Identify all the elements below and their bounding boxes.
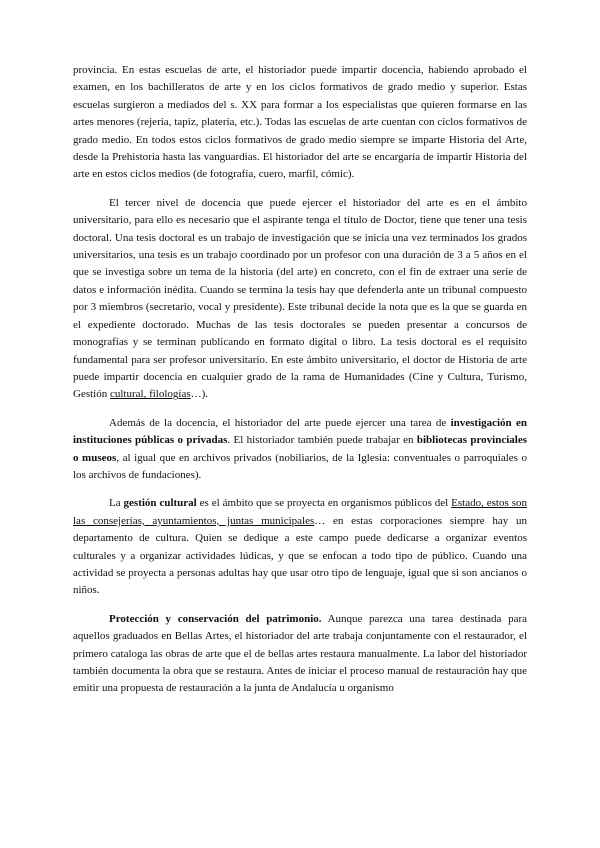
text-run: provincia. En estas escuelas de arte, el historiador puede impartir docencia, habiendo aprobado el examen, en los bachilleratos de arte y en los ciclos formativos de grado medio y superior. Estas escuelas surgieron a mediados del s. XX para formar a los especialistas que quieren formarse en las artes menores (rejería, tapiz, platería, etc.). Todas las escuelas de arte cuentan con ciclos formativos de grado medio. En todos estos ciclos formativos de grado medio siempre se imparte Historia del Arte, desde la Prehistoria hasta las vanguardias. El historiador del arte se encargaría de impartir Historia del arte en estos ciclos medios (de fotografía, cuero, marfil, cómic). [73,64,527,181]
text-run: El tercer nivel de docencia que puede ejercer el historiador del arte es en el ámbito universitario, para ello es necesario que el aspirante tenga el título de Doctor, tiene que tener una tesis doctoral. Una tesis doctoral es un trabajo de investigación que se inicia una vez terminados los grados universitarios, una tesis es un trabajo coordinado por un profesor con una duración de 3 a 5 años en el que se investiga sobre un tema de la historia (del arte) en concreto, con el fin de extraer una serie de datos e información inédita. Cuando se termina la tesis hay que defenderla ante un tribunal compuesto por 3 miembros (secretario, vocal y presidente). Este tribunal decide la nota que es la que se guarda en el expediente doctorado. Muchas de las tesis doctorales se pueden presentar a concursos de monografías y se terminan publicando en formato digital o libro. La tesis doctoral es el requisito fundamental para ser profesor universitario. En este ámbito universitario, el doctor de Historia de arte puede impartir docencia en cualquier grado de la rama de Humanidades (Cine y Cultura, Turismo, Gestión [73,196,527,401]
document-page [73,62,527,709]
paragraph-escuelas-de-arte [73,62,527,184]
paragraph-gestion-cultural [73,495,527,599]
text-run: … en estas corporaciones siempre hay un departamento de cultura. Quien se dedique a este campo puede dedicarse a organizar eventos culturales y a organizar actividades lúdicas, y que se enfocan a todo tipo de público. Cuando una actividad se proyecta a personas adultas hay que usar otro tipo de lenguaje, igual que si son ancianos o niños. [73,514,527,597]
paragraph-docencia-universitaria [73,195,527,404]
bold-phrase: bibliotecas provinciales o museos [73,434,527,464]
underlined-phrase: cultural, filologías [109,388,191,401]
text-run: Aunque parezca una tarea destinada para aquellos graduados en Bellas Artes, el historiador del arte trabaja conjuntamente con el restaurador, el primero cataloga las obras de arte que el de bellas artes restaura manualmente. La labor del historiador también documenta la obra que se restaura. Antes de iniciar el proceso manual de restauración hay que emitir una propuesta de restauración a la junta de Andalucía u organismo [73,612,528,695]
text-run: es el ámbito que se proyecta en organismos públicos del [196,497,452,510]
text-run: . El historiador también puede trabajar en [227,434,417,447]
text-run: , al igual que en archivos privados (nobiliarios, de la Iglesia: conventuales o parroquiales o los archivos de fundaciones). [73,451,527,481]
bold-phrase: gestión cultural [123,497,197,510]
bold-phrase: Protección y conservación del patrimonio. [109,612,322,625]
text-run: La [109,497,124,510]
underlined-phrase: Estado, estos son las consejerías, ayuntamientos, juntas municipales [73,497,527,527]
text-run: Además de la docencia, el historiador del arte puede ejercer una tarea de [109,416,451,429]
text-run: …). [190,388,209,401]
paragraph-investigacion [73,415,527,485]
paragraph-proteccion-patrimonio [73,611,527,698]
bold-phrase: investigación en instituciones públicas o privadas [73,416,527,447]
